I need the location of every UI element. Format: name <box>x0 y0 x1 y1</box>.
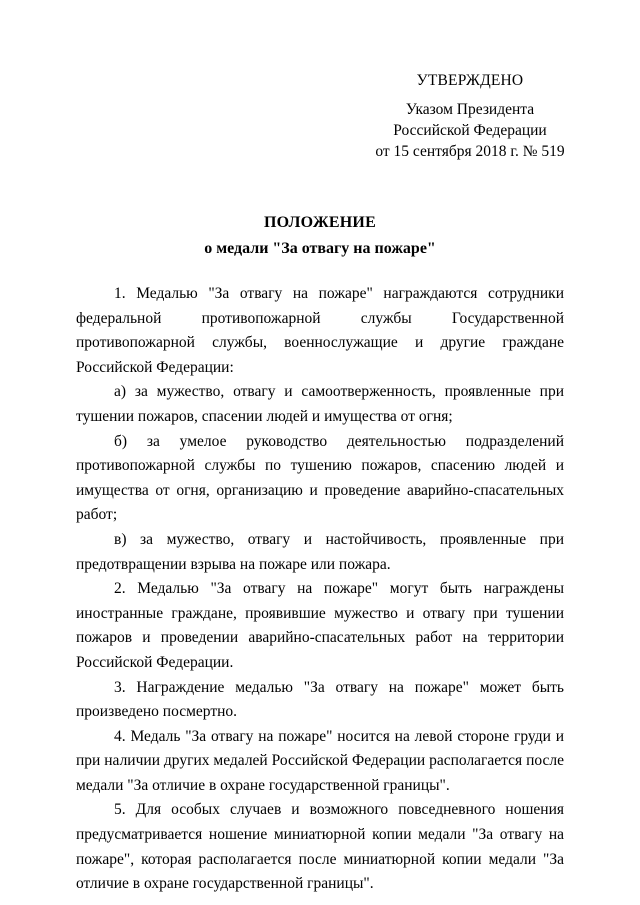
paragraph-1: 1. Медалью "За отвагу на пожаре" награждаются сотрудники федеральной противопожарной службы Государственной противопожарной службы, военнослужащие и другие граждане Российской Федерации: <box>76 285 564 376</box>
approval-line-country: Российской Федерации <box>393 122 547 139</box>
approved-label: УТВЕРЖДЕНО <box>416 72 524 89</box>
paragraph-2: 2. Медалью "За отвагу на пожаре" могут быть награждены иностранные граждане, проявившие мужество и отвагу при тушении пожаров и проведении аварийно-спасательных работ на территории Российской Федерации. <box>76 580 564 671</box>
document-body <box>76 282 564 897</box>
document-subtitle: о медали "За отвагу на пожаре" <box>204 240 436 257</box>
document-title: ПОЛОЖЕНИЕ <box>264 214 376 231</box>
paragraph-1c: в) за мужество, отвагу и настойчивость, проявленные при предотвращении взрыва на пожаре или пожара. <box>76 530 564 573</box>
approval-line-decree: Указом Президента <box>405 101 535 118</box>
document-title-block <box>76 210 564 262</box>
paragraph-3: 3. Награждение медалью "За отвагу на пожаре" может быть произведено посмертно. <box>76 678 564 721</box>
paragraph-4: 4. Медаль "За отвагу на пожаре" носится на левой стороне груди и при наличии других медалей Российской Федерации располагается после медали "За отличие в охране государственной границы". <box>76 727 564 794</box>
paragraph-5: 5. Для особых случаев и возможного повседневного ношения предусматривается ношение миниатюрной копии медали "За отвагу на пожаре", которая располагается после миниатюрной копии медали "За отличие в охране государственной границы". <box>76 801 564 893</box>
approval-line-date: от 15 сентября 2018 г. № 519 <box>375 143 565 160</box>
paragraph-1a: а) за мужество, отвагу и самоотверженность, проявленные при тушении пожаров, спасении людей и имущества от огня; <box>76 383 564 425</box>
approval-stamp <box>355 70 585 162</box>
paragraph-1b: б) за умелое руководство деятельностью подразделений противопожарной службы по тушению пожаров, спасению людей и имущества от огня, организацию и проведение аварийно-спасательных работ; <box>76 432 564 524</box>
